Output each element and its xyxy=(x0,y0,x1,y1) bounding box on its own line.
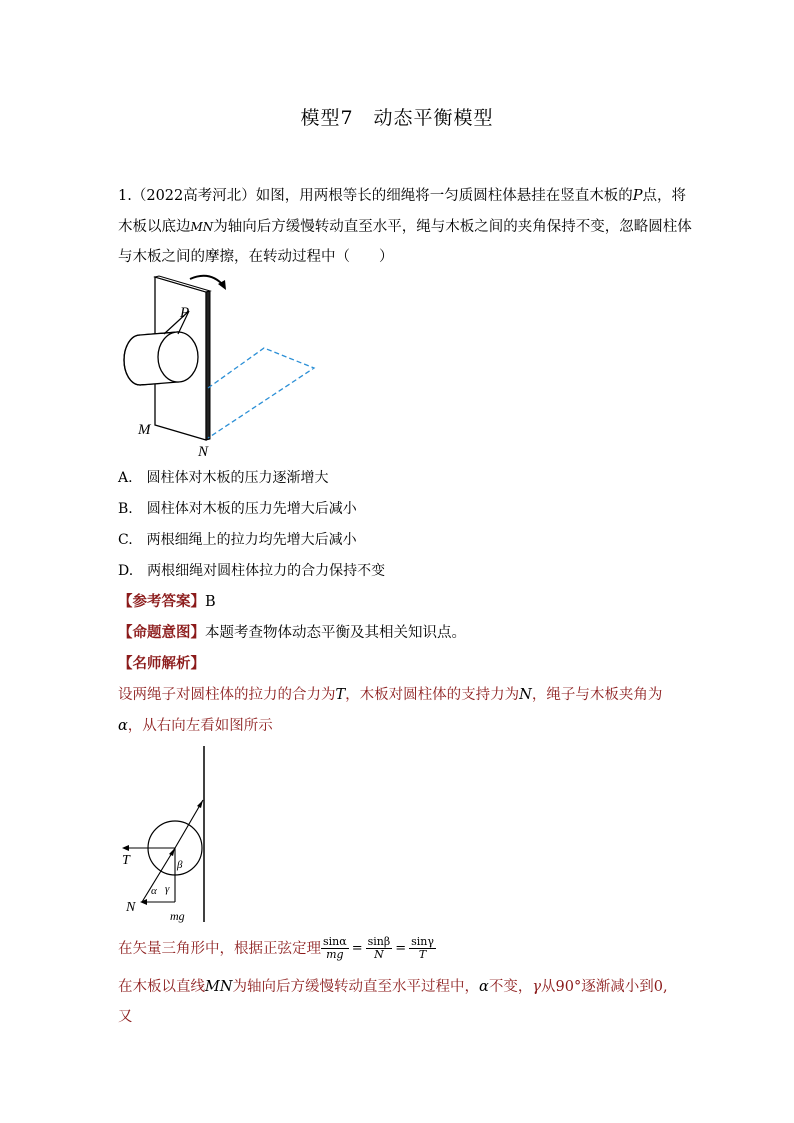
symbol-alpha: α xyxy=(118,718,128,734)
symbol-n: N xyxy=(519,687,532,703)
option-b: B. 圆柱体对木板的压力先增大后减小 xyxy=(118,501,357,517)
analysis-line-1: 设两绳子对圆柱体的拉力的合力为T，木板对圆柱体的支持力为N，绳子与木板夹角为 xyxy=(118,687,663,703)
point-p-text: P xyxy=(632,188,643,204)
figure-force-triangle xyxy=(118,744,238,924)
label-alpha: α xyxy=(151,885,157,897)
label-t: T xyxy=(122,853,130,868)
process-line-2: 又 xyxy=(118,1009,133,1025)
page-title: 模型7 动态平衡模型 xyxy=(300,107,494,129)
question-text-1-end: 点，将 xyxy=(642,188,687,204)
rope-line xyxy=(175,800,203,848)
process-mn: MN xyxy=(205,979,233,995)
intent-text: 本题考查物体动态平衡及其相关知识点。 xyxy=(205,625,466,641)
sine-rule-line xyxy=(118,936,436,961)
intent-line xyxy=(118,623,466,643)
figure-cylinder-board xyxy=(118,272,328,462)
sine-rule-lead: 在矢量三角形中，根据正弦定理 xyxy=(118,940,321,957)
analysis-label: 【名师解析】 xyxy=(118,655,205,672)
axis-mn-text: MN xyxy=(190,220,214,234)
label-m: M xyxy=(138,422,151,438)
question-number: 1. xyxy=(118,188,132,204)
cylinder-front-end xyxy=(158,332,198,382)
answer-label: 【参考答案】 xyxy=(118,593,205,610)
process-line-1: 在木板以直线MN为轴向后方缓慢转动直至水平过程中，α不变，γ从90°逐渐减小到0, xyxy=(118,979,668,995)
symbol-t: T xyxy=(335,687,346,703)
label-n2: N xyxy=(126,900,136,915)
question-text-2b: 为轴向后方缓慢转动直至水平，绳与木板之间的夹角保持不变，忽略圆柱体 xyxy=(213,219,692,235)
option-d: D. 两根细绳对圆柱体拉力的合力保持不变 xyxy=(118,563,386,579)
option-a: A. 圆柱体对木板的压力逐渐增大 xyxy=(118,470,329,486)
answer-line xyxy=(118,592,216,612)
label-p: P xyxy=(180,305,190,321)
label-n: N xyxy=(198,444,209,460)
question-line-3: 与木板之间的摩擦，在转动过程中（ ） xyxy=(118,249,394,265)
horizontal-board-outline xyxy=(208,348,314,438)
label-beta: β xyxy=(177,859,183,871)
option-c: C. 两根细绳上的拉力均先增大后减小 xyxy=(118,532,357,548)
question-text-1: 如图，用两根等长的细绳将一匀质圆柱体悬挂在竖直木板的 xyxy=(255,188,633,204)
question-line-2 xyxy=(118,217,692,237)
question-source: （2022高考河北） xyxy=(131,188,256,204)
intent-label: 【命题意图】 xyxy=(118,624,205,641)
analysis-line-2: α，从右向左看如图所示 xyxy=(118,718,273,734)
sine-rule-formula: $\frac{\sin\alpha}{mg}$ = $\frac{\sin\beta}{N}$ = $\frac{\sin\gamma}{T}$ xyxy=(323,935,434,961)
question-line-1 xyxy=(118,186,686,206)
label-gamma: γ xyxy=(165,883,170,895)
label-mg: mg xyxy=(170,909,185,923)
board-side-edge xyxy=(206,291,210,440)
answer-value: B xyxy=(205,594,216,610)
question-text-2a: 木板以底边 xyxy=(118,219,191,235)
